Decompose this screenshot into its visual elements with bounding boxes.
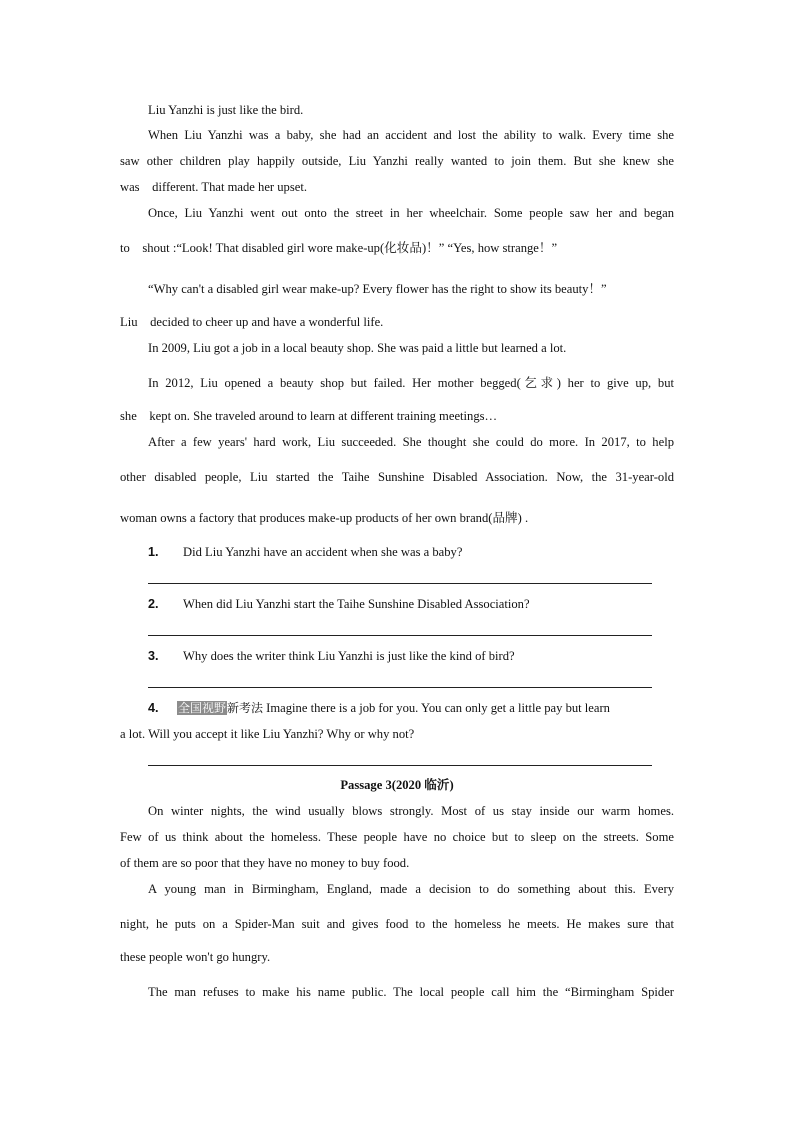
question-number: 3. — [148, 649, 159, 663]
question-number: 2. — [148, 597, 159, 611]
question-number: 1. — [148, 545, 159, 559]
passage-3-line: A young man in Birmingham, England, made a decision to do something about this. Every — [148, 882, 674, 896]
passage-3-line: Few of us think about the homeless. These people have no choice but to sleep on the streets. Some — [120, 830, 674, 844]
passage-2-line: “Why can't a disabled girl wear make-up? Every flower has the right to show its beauty！” — [148, 282, 607, 296]
answer-line[interactable] — [148, 687, 652, 688]
passage-2-line: In 2012, Liu opened a beauty shop but failed. Her mother begged(乞求) her to give up, but — [148, 376, 674, 390]
answer-line[interactable] — [148, 583, 652, 584]
answer-line[interactable] — [148, 635, 652, 636]
question-text: When did Liu Yanzhi start the Taihe Sunshine Disabled Association? — [183, 597, 530, 611]
new-method-tag: 新考法 — [227, 701, 264, 715]
passage-2-sentence: Liu Yanzhi is just like the bird. — [148, 103, 304, 117]
passage-2-line: After a few years' hard work, Liu succeeded. She thought she could do more. In 2017, to help — [148, 435, 674, 449]
question-number: 4. — [148, 701, 159, 715]
passage-3-line: these people won't go hungry. — [120, 950, 271, 964]
question-text: Why does the writer think Liu Yanzhi is just like the kind of bird? — [183, 649, 515, 663]
question-text — [177, 699, 674, 717]
passage-2-line: saw other children play happily outside, Liu Yanzhi really wanted to join them. But she knew she — [120, 154, 674, 168]
question-text-line1: Imagine there is a job for you. You can only get a little pay but learn — [263, 701, 610, 715]
national-view-badge: 全国视野 — [178, 701, 227, 715]
passage-2-line: was different. That made her upset. — [120, 180, 307, 194]
passage-2-line: When Liu Yanzhi was a baby, she had an accident and lost the ability to walk. Every time she — [148, 128, 674, 142]
passage-3-line: of them are so poor that they have no money to buy food. — [120, 856, 410, 870]
answer-line[interactable] — [148, 765, 652, 766]
passage-2-line: other disabled people, Liu started the Taihe Sunshine Disabled Association. Now, the 31-year-old — [120, 470, 674, 484]
passage-3-line: night, he puts on a Spider-Man suit and gives food to the homeless he meets. He makes sure that — [120, 917, 674, 931]
passage-2-line: she kept on. She traveled around to learn at different training meetings… — [120, 409, 498, 423]
passage-3-title: Passage 3(2020 临沂) — [340, 778, 454, 792]
passage-2-line: In 2009, Liu got a job in a local beauty shop. She was paid a little but learned a lot. — [148, 341, 567, 355]
passage-2-line: Once, Liu Yanzhi went out onto the street in her wheelchair. Some people saw her and began — [148, 206, 674, 220]
passage-2-line: Liu decided to cheer up and have a wonderful life. — [120, 315, 384, 329]
passage-3-line: The man refuses to make his name public. The local people call him the “Birmingham Spider — [148, 985, 674, 999]
passage-3-line: On winter nights, the wind usually blows strongly. Most of us stay inside our warm homes. — [148, 804, 674, 818]
question-text: Did Liu Yanzhi have an accident when she was a baby? — [183, 545, 463, 559]
passage-2-line: woman owns a factory that produces make-up products of her own brand(品牌) . — [120, 511, 529, 525]
passage-2-line: to shout :“Look! That disabled girl wore make-up(化妆品)！” “Yes, how strange！” — [120, 241, 558, 255]
question-text-line2: a lot. Will you accept it like Liu Yanzhi? Why or why not? — [120, 727, 415, 741]
